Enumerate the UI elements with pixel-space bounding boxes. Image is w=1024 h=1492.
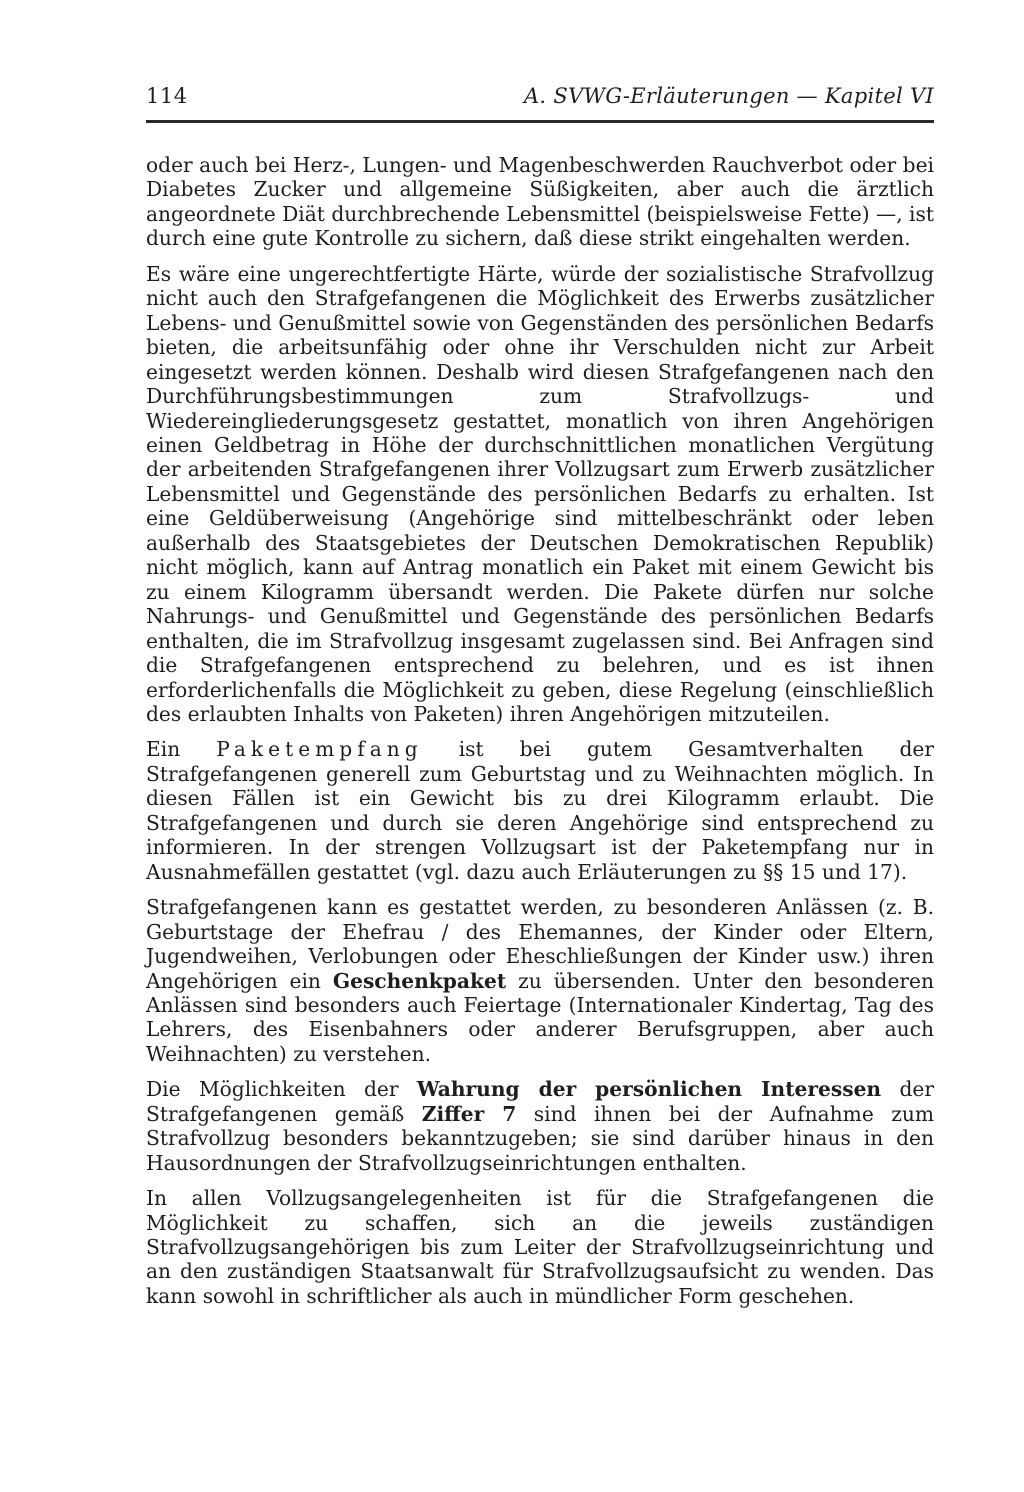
paragraph-additional-food: Es wäre eine ungerechtfertigte Härte, würde der sozialistische Strafvollzug nicht auch den Strafgefangenen die Möglichkeit des Erwerbs zusätzlicher Lebens- und Genußmittel sowie von Gegenständen des persönlichen Bedarfs bieten, die arbeitsunfähig oder ohne ihr Verschulden nicht zur Arbeit eingesetzt werden können. Deshalb wird diesen Strafgefangenen nach den Durchführungsbestimmungen zum Strafvollzugs- und Wiedereingliederungsgesetz gestattet, monatlich von ihren Angehörigen einen Geldbetrag in Höhe der durchschnittlichen monatlichen Vergütung der arbeitenden Strafgefangenen ihrer Vollzugsart zum Erwerb zusätzlicher Lebensmittel und Gegenstände des persönlichen Bedarfs zu erhalten. Ist eine Geldüberweisung (Angehörige sind mittelbeschränkt oder leben außerhalb des Staatsgebietes der Deutschen Demokratischen Republik) nicht möglich, kann auf Antrag monatlich ein Paket mit einem Gewicht bis zu einem Kilogramm übersandt werden. Die Pakete dürfen nur solche Nahrungs- und Genußmittel und Gegenstände des persönlichen Bedarfs enthalten, die im Strafvollzug insgesamt zugelassen sind. Bei Anfragen sind die Strafgefangenen entsprechend zu belehren, und es ist ihnen erforderlichenfalls die Möglichkeit zu geben, diese Regelung (einschließlich des erlaubten Inhalts von Paketen) ihren Angehörigen mitzuteilen.	[146, 261, 934, 726]
text-run: der Strafgefangenen gemäß	[146, 1077, 934, 1126]
body-text	[146, 153, 934, 1319]
running-head: A. SVWG-Erläuterungen — Kapitel VI	[523, 84, 934, 108]
emphasis-paketempfang: Paketempfang	[216, 737, 423, 762]
text-run: sind ihnen bei der Aufnahme zum Strafvollzug besonders bekanntzugeben; sie sind darüber hinaus in den Hausordnungen der Strafvollzugseinrichtungen enthalten.	[146, 1101, 935, 1175]
page-header	[146, 84, 934, 114]
paragraph-package-receipt	[146, 737, 934, 884]
text-run: Strafgefangenen kann es gestattet werden, zu besonderen Anlässen (z. B. Geburtstage der Ehefrau / des Ehemannes, der Kinder oder Eltern, Jugendweihen, Verlobungen oder Eheschließungen der Kinder usw.) ihren Angehörigen ein	[146, 895, 934, 993]
paragraph-gift-package	[146, 895, 934, 1066]
paragraph-diet-rules: oder auch bei Herz-, Lungen- und Magenbeschwerden Rauchverbot oder bei Diabetes Zucker und allgemeine Süßigkeiten, aber auch die ärztlich angeordnete Diät durchbrechende Lebensmittel (beispielsweise Fette) —, ist durch eine gute Kontrolle zu sichern, daß diese strikt eingehalten werden.	[146, 153, 934, 251]
bold-wahrung-interessen: Wahrung der persönlichen Interessen	[416, 1077, 882, 1102]
text-run: Ein	[146, 737, 217, 762]
text-run: zu übersenden. Unter den besonderen Anlässen sind besonders auch Feiertage (Internationaler Kindertag, Tag des Lehrers, des Eisenbahners oder anderer Berufsgruppen, aber auch Weihnachten) zu verstehen.	[146, 968, 934, 1066]
page-number: 114	[146, 84, 188, 108]
text-run: ist bei gutem Gesamtverhalten der Strafgefangenen generell zum Geburtstag und zu Weihnachten möglich. In diesen Fällen ist ein Gewicht bis zu drei Kilogramm erlaubt. Die Strafgefangenen und durch sie deren Angehörige sind entsprechend zu informieren. In der strengen Vollzugsart ist der Paketempfang nur in Ausnahmefällen gestattet (vgl. dazu auch Erläuterungen zu §§ 15 und 17).	[146, 737, 934, 884]
paragraph-complaints: In allen Vollzugsangelegenheiten ist für die Strafgefangenen die Möglichkeit zu schaffen, sich an die jeweils zuständigen Strafvollzugsangehörigen bis zum Leiter der Strafvollzugseinrichtung und an den zuständigen Staatsanwalt für Strafvollzugsaufsicht zu wenden. Das kann sowohl in schriftlicher als auch in mündlicher Form geschehen.	[146, 1186, 934, 1308]
paragraph-personal-interests	[146, 1077, 934, 1175]
bold-geschenkpaket: Geschenkpaket	[332, 968, 507, 993]
text-run: Die Möglichkeiten der	[146, 1077, 417, 1102]
bold-ziffer-7: Ziffer 7	[421, 1101, 517, 1126]
header-rule	[146, 120, 934, 123]
